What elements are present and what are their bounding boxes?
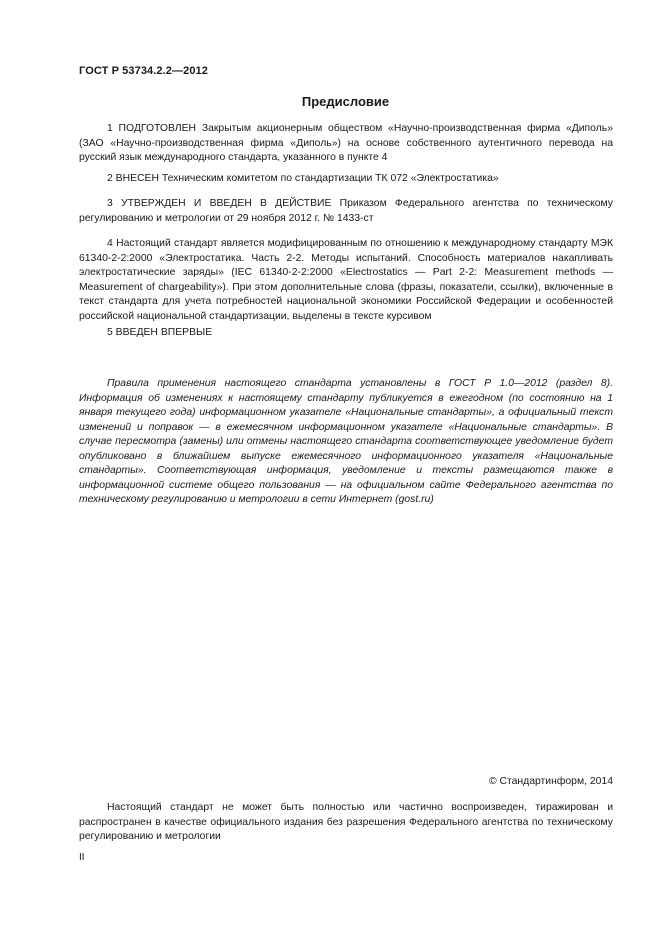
page-number: II <box>79 852 85 863</box>
application-notice: Правила применения настоящего стандарта установлены в ГОСТ Р 1.0—2012 (раздел 8). Информация об изменениях к настоящему стандарту публикуется в ежегодном (по состоянию на 1 января текущего года) информационном указателе «Национальные стандарты», а официальный текст изменений и поправок — в ежемесячном информационном указателе «Национальные стандарты». В случае пересмотра (замены) или отмены настоящего стандарта соответствующее уведомление будет опубликовано в ближайшем выпуске ежемесячного информационного указателя «Национальные стандарты». Соответствующая информация, уведомление и тексты размещаются также в информационной системе общего пользования — на официальном сайте Федерального агентства по техническому регулированию и метрологии в сети Интернет (gost.ru) <box>79 378 613 505</box>
document-code: ГОСТ Р 53734.2.2—2012 <box>79 65 208 77</box>
item-2: 2 ВНЕСЕН Техническим комитетом по стандартизации ТК 072 «Электростатика» <box>107 173 499 184</box>
page-title: Предисловие <box>301 94 390 109</box>
reproduction-notice: Настоящий стандарт не может быть полностью или частично воспроизведен, тиражирован и распространен в качестве официального издания без разрешения Федерального агентства по техническому регулированию и метрологии <box>79 802 613 842</box>
item-3: 3 УТВЕРЖДЕН И ВВЕДЕН В ДЕЙСТВИЕ Приказом Федерального агентства по техническому регулированию и метрологии от 29 ноября 2012 г. № 1433-ст <box>79 198 613 224</box>
copyright: © Стандартинформ, 2014 <box>488 776 613 787</box>
item-5: 5 ВВЕДЕН ВПЕРВЫЕ <box>107 327 213 338</box>
item-4: 4 Настоящий стандарт является модифицированным по отношению к международному стандарту МЭК 61340-2-2:2000 «Электростатика. Часть 2-2. Методы испытаний. Способность материалов накапливать электростатические заряды» (IEC 61340-2-2:2000 «Electrostatics — Part 2-2: Measurement methods — Measurement of chargeability»). При этом дополнительные слова (фразы, показатели, ссылки), включенные в текст стандарта для учета потребностей национальной экономики Российской Федерации и особенностей российской национальной стандартизации, выделены в тексте курсивом <box>79 238 613 322</box>
item-1: 1 ПОДГОТОВЛЕН Закрытым акционерным обществом «Научно-производственная фирма «Диполь» (ЗАО «Научно-производственная фирма «Диполь») на основе собственного аутентичного перевода на русский язык международного стандарта, указанного в пункте 4 <box>79 123 613 163</box>
